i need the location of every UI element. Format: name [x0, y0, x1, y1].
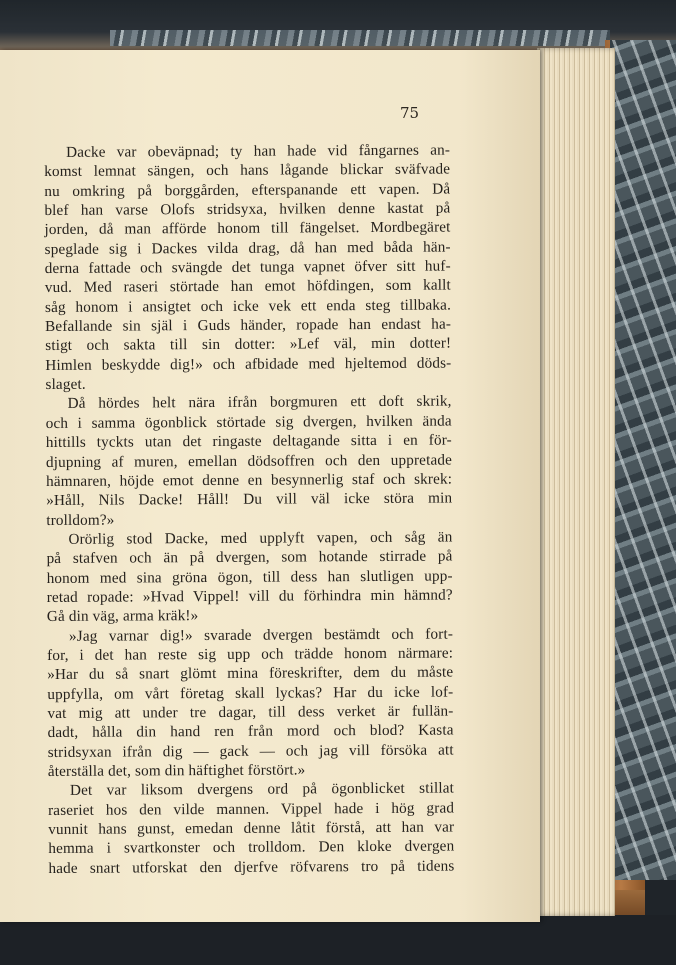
text-line: raseriet hos den vilde mannen. Vippel hade i hög grad — [48, 799, 455, 819]
text-line: uppfylla, om vårt företag skall lyckas? Har du icke lof- — [47, 683, 454, 703]
text-line: hittills tyckts utan det ringaste deltagande sitta i en för- — [45, 431, 452, 452]
text-line: dadt, hålla din hand ren från mord och blod? Kasta — [47, 721, 454, 742]
text-line: Dacke var obeväpnad; ty han hade vid fångarnes an- — [66, 141, 451, 161]
text-line: hade snart utforskat den djerfve röfvarens tro på tidens — [48, 857, 455, 877]
text-line: vunnit hans gunst, emedan denne låtit förstå, att han var — [48, 818, 455, 839]
body-text — [44, 141, 454, 879]
text-line: for, i det han reste sig upp och trädde honom närmare: — [47, 644, 454, 664]
text-line: trolldom?» — [46, 511, 115, 529]
marbled-cover-right — [610, 40, 676, 880]
text-line: »Jag varnar dig!» svarade dvergen bestämdt och fort- — [68, 625, 454, 645]
text-line: stridsyxan ifrån dig — gack — och jag vill försöka att — [47, 741, 454, 761]
text-line: Det var liksom dvergens ord på ögonblicket stillat — [69, 779, 455, 800]
text-line: hemma i svartkonster och trolldom. Den kloke dvergen — [48, 837, 455, 858]
text-line: Då hördes helt nära ifrån borgmuren ett doft skrik, — [67, 392, 452, 413]
text-line: jorden, då man afförde honom till fängelset. Mordbegäret — [44, 218, 451, 239]
text-line: hämnaren, höjde emot denne en besynnerlig staf och skrek: — [46, 470, 453, 490]
text-line: honom med sina gröna ögon, till dess han slutligen upp- — [46, 567, 453, 587]
text-line: »Håll, Nils Dacke! Håll! Du vill väl icke störa min — [46, 489, 453, 510]
page-edges — [537, 48, 615, 916]
page-number: 75 — [400, 104, 420, 122]
text-line: återställa det, som din häftighet förstört.» — [47, 761, 306, 780]
text-line: retad ropade: »Hvad Vippel! vill du förhindra min hämnd? — [46, 586, 453, 606]
text-line: djupning af muren, emellan dödsoffren och den uppretade — [45, 451, 452, 471]
text-line: nu omkring på borggården, efterspanande ett vapen. Då — [44, 180, 451, 200]
text-line: Orörlig stod Dacke, med upplyft vapen, och såg än — [68, 528, 453, 548]
text-line: och i samma ögonblick störtade sig dvergen, hvilken ända — [45, 412, 452, 432]
text-line: komst lemnat sängen, och hans lågande blickar sväfvade — [44, 160, 451, 181]
text-line: »Har du så snart glömt mina föreskrifter, dem du måste — [47, 663, 454, 684]
text-line: Befallande sin själ i Guds händer, ropade han endast ha- — [45, 315, 452, 336]
text-line: derna fattade och svängde det tunga vapnet öfver sitt huf- — [44, 257, 451, 278]
background-bottom — [0, 915, 676, 965]
text-line: vat mig att under tre dagar, till dess verket är fullän- — [47, 702, 454, 722]
text-line: Himlen beskydde dig!» och afbidade med hjeltemod döds- — [45, 354, 452, 374]
text-line: blef han varse Olofs stridsyxa, hvilken denne kastat på — [44, 199, 451, 220]
text-line: vud. Med raseri störtade han emot höfdingen, som kallt — [44, 276, 451, 297]
text-line: speglade sig i Dackes vilda drag, då han med båda hän- — [44, 238, 451, 258]
text-line: såg honom i ansigtet och icke vek ett enda steg tillbaka. — [44, 296, 452, 316]
text-line: slaget. — [45, 375, 86, 394]
text-line: på stafven och än på dvergen, som hotande stirrade på — [46, 547, 453, 568]
text-line: stigt och sakta till sin dotter: »Lef väl, min dotter! — [45, 334, 452, 355]
marbled-edge-top — [110, 30, 610, 46]
text-line: Gå din väg, arma kräk!» — [46, 607, 199, 626]
